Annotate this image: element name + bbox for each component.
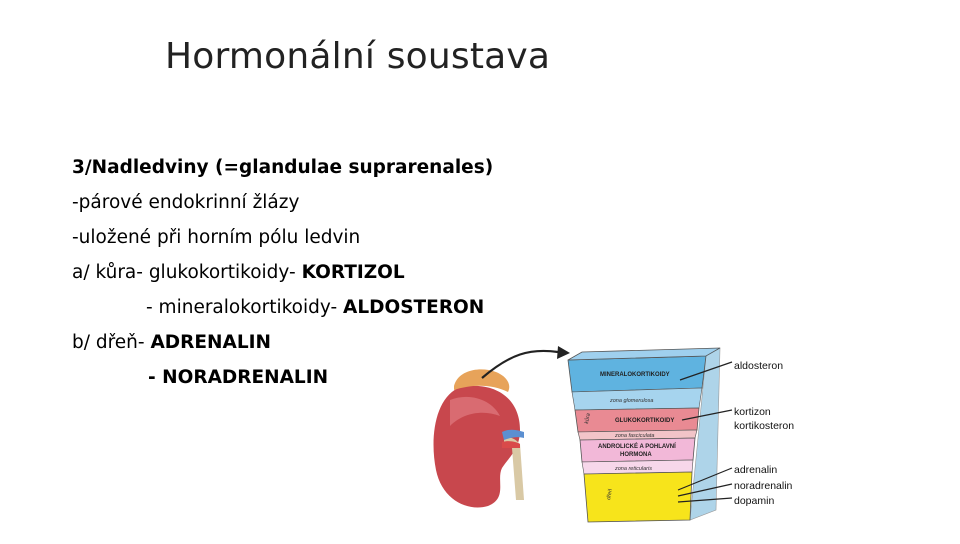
layer-andro-2: HORMONA: [620, 452, 652, 458]
cortex-line: [72, 255, 493, 290]
layer-andro-1: ANDROLICKÉ A POHLAVNÍ: [598, 444, 676, 450]
layer-fasciculata: zona fasciculata: [615, 433, 655, 439]
layer-dren: dřeň: [606, 488, 614, 501]
layer-reticularis: zona reticularis: [615, 466, 652, 472]
mineralocorticoid-text: - mineralokortikoidy-: [146, 297, 344, 318]
layer-kura: kůra: [584, 412, 592, 425]
label-dopamin: dopamin: [734, 495, 775, 507]
medulla-text: b/ dřeň-: [72, 332, 151, 353]
adrenal-illustration: [420, 340, 960, 540]
label-noradrenalin: noradrenalin: [734, 480, 793, 492]
bullet-location: -uložené při horním pólu ledvin: [72, 227, 361, 248]
arrow-head: [557, 346, 570, 359]
label-kortikosteron: kortikosteron: [734, 420, 795, 432]
mineralocorticoid-line: [72, 290, 493, 325]
slide-title: Hormonální soustava: [165, 36, 551, 77]
layer-gluko: GLUKOKORTIKOIDY: [615, 418, 675, 424]
kidney-illustration: [434, 369, 524, 507]
kortizol-term: KORTIZOL: [301, 262, 405, 283]
label-aldosteron: aldosteron: [734, 360, 784, 372]
adrenalin-term: ADRENALIN: [150, 332, 271, 353]
section-heading: 3/Nadledviny (=glandulae suprarenales): [72, 157, 494, 178]
layer-mineral: MINERALOKORTIKOIDY: [600, 372, 670, 378]
adrenal-gland-figure: [420, 340, 960, 540]
layer-glomerulosa: zona glomerulosa: [610, 398, 654, 404]
noradrenalin-term: - NORADRENALIN: [148, 367, 329, 388]
bullet-paired-glands: -párové endokrinní žlázy: [72, 192, 300, 213]
aldosteron-term: ALDOSTERON: [343, 297, 485, 318]
label-kortizon: kortizon: [734, 406, 771, 418]
label-adrenalin: adrenalin: [734, 464, 778, 476]
cortex-text: a/ kůra- glukokortikoidy-: [72, 262, 302, 283]
